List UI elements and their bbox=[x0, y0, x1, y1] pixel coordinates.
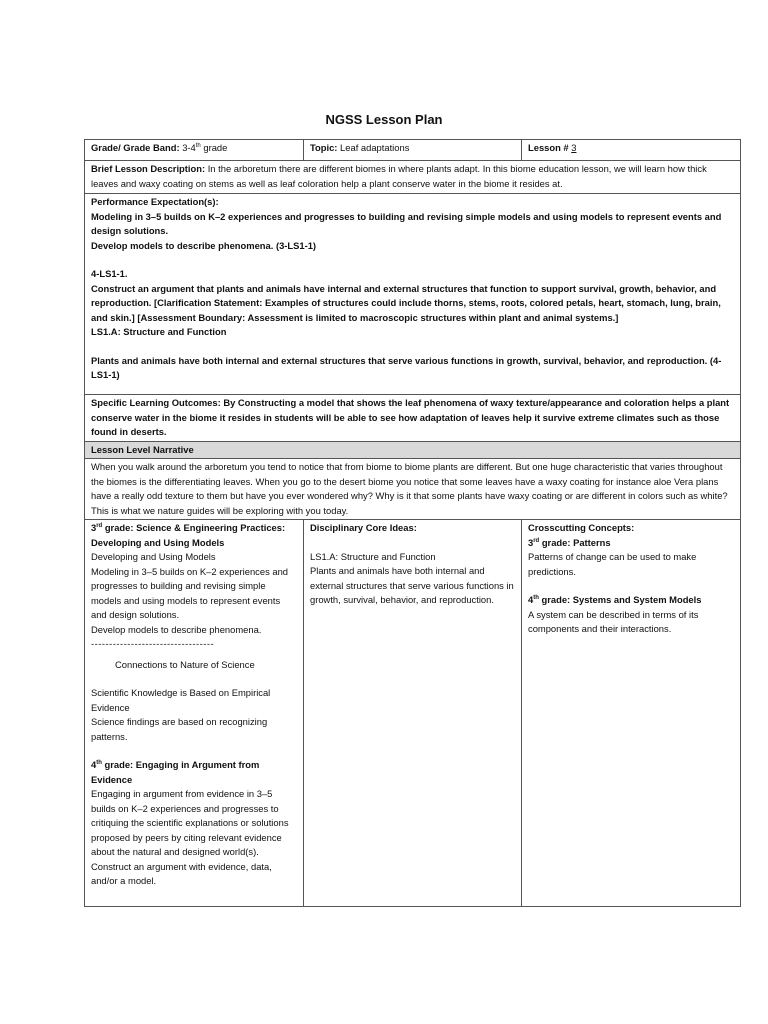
practices-cell bbox=[85, 520, 304, 907]
brief-text: In the arboretum there are different biomes in where plants adapt. In this biome education lesson, we will learn how thick leaves and waxy coating on stems as well as leaf coloration help a plant conserve water in the biome it resides at. bbox=[91, 163, 707, 189]
practices-l7: Construct an argument with evidence, data, and/or a model. bbox=[91, 860, 272, 886]
crosscutting-g3-heading: 3rd grade: Patterns bbox=[528, 536, 611, 548]
outcomes-cell bbox=[85, 395, 741, 442]
brief-label: Brief Lesson Description bbox=[91, 163, 202, 174]
brief-cell: Brief Lesson Description: In the arboretum there are different biomes in where plants adapt. In this biome education lesson, we will learn how thick leaves and waxy coating on stems as well as leaf coloration help a plant conserve water in the biome it resides at. bbox=[85, 161, 741, 194]
crosscutting-heading: Crosscutting Concepts: bbox=[528, 522, 635, 533]
header-row bbox=[85, 140, 741, 161]
lesson-plan-table bbox=[84, 139, 741, 907]
crosscutting-cell bbox=[522, 520, 741, 907]
topic-label: Topic: bbox=[310, 142, 338, 153]
topic-value: Leaf adaptations bbox=[340, 142, 410, 153]
performance-p2: Develop models to describe phenomena. (3-LS1-1) bbox=[91, 239, 317, 251]
performance-row bbox=[85, 194, 741, 395]
lesson-label: Lesson # bbox=[528, 142, 569, 153]
narrative-label-cell bbox=[85, 441, 741, 459]
practices-l5: Science findings are based on recognizing patterns. bbox=[91, 716, 268, 742]
grade-label: Grade/ Grade Band: bbox=[91, 142, 180, 153]
crosscutting-g3-text: Patterns of change can be used to make predictions. bbox=[528, 551, 697, 577]
practices-heading4: 4th grade: Engaging in Argument from Evidence bbox=[91, 759, 260, 785]
core-l2: Plants and animals have both internal and external structures that serve various functions in growth, survival, behavior, and reproduction. bbox=[310, 565, 514, 605]
grade-suffix: grade bbox=[203, 142, 228, 153]
narrative-label: Lesson Level Narrative bbox=[91, 443, 194, 455]
connections-label: Connections to Nature of Science bbox=[115, 658, 255, 670]
performance-cell bbox=[85, 194, 741, 395]
core-l1: LS1.A: Structure and Function bbox=[310, 550, 436, 562]
page-title: NGSS Lesson Plan bbox=[325, 112, 443, 127]
outcomes-row bbox=[85, 395, 741, 442]
practices-heading: 3rd grade: Science & Engineering Practices: bbox=[91, 522, 286, 533]
practices-l1: Developing and Using Models bbox=[91, 551, 216, 562]
practices-l2: Modeling in 3–5 builds on K–2 experiences and progresses to building and revising simple models and using models to represent events and design solutions. bbox=[91, 565, 289, 620]
core-cell bbox=[304, 520, 522, 907]
practices-l4: Scientific Knowledge is Based on Empirical Evidence bbox=[91, 687, 271, 713]
lesson-value: 3 bbox=[571, 142, 577, 153]
brief-row bbox=[85, 161, 741, 194]
outcomes-text: Specific Learning Outcomes: By Constructing a model that shows the leaf phenomena of waxy texture/appearance and coloration helps a plant conserve water in the biome it resides in students will be able to see how adaptation of leaves help it survive extreme climates such as those found in deserts. bbox=[91, 397, 730, 437]
performance-label: Performance Expectation(s): bbox=[91, 196, 219, 207]
performance-p3: Construct an argument that plants and animals have internal and external structures that function to support survival, growth, behavior, and reproduction. [Clarification Statement: Examples of structures could include thorns, stems, roots, colored petals, heart, stomach, lung, brain, and skin.] [Assessment Boundary: Assessment is limited to macroscopic structures within plant and animal systems.] bbox=[91, 282, 721, 323]
narrative-row bbox=[85, 459, 741, 520]
performance-p5: Plants and animals have both internal and external structures that serve various functions in growth, survival, behavior, and reproduction. (4-LS1-1) bbox=[91, 354, 722, 380]
grade-cell bbox=[85, 140, 304, 161]
standards-row bbox=[85, 520, 741, 907]
practices-divider: ---------------------------------- bbox=[91, 638, 215, 649]
narrative-text: When you walk around the arboretum you tend to notice that from biome to biome plants are different. But one huge characteristic that varies throughout the biomes is the differentiating leaves. When you go to the desert biome you notice that some leaves have a waxy coating for instance aloe Vera plans have a really odd texture to them but have you ever wondered why? Why is it that some plants have waxy coating or are different in colors such as white? This is what we nature guides will be exploring with you today. bbox=[91, 461, 728, 516]
practices-subheading: Developing and Using Models bbox=[91, 536, 225, 548]
grade-value: 3-4 bbox=[182, 142, 196, 153]
grade-sup: th bbox=[195, 142, 201, 149]
practices-l6: Engaging in argument from evidence in 3–5 builds on K–2 experiences and progresses to critiquing the scientific explanations or solutions proposed by peers by citing relevant evidence about the natural and designed world(s). bbox=[91, 788, 289, 857]
narrative-label-row bbox=[85, 441, 741, 459]
topic-cell bbox=[304, 140, 522, 161]
performance-p4: LS1.A: Structure and Function bbox=[91, 326, 227, 337]
crosscutting-g4-heading: 4th grade: Systems and System Models bbox=[528, 594, 702, 605]
core-heading: Disciplinary Core Ideas: bbox=[310, 522, 417, 533]
lesson-cell bbox=[522, 140, 741, 161]
practices-l3: Develop models to describe phenomena. bbox=[91, 623, 262, 635]
crosscutting-g4-text: A system can be described in terms of its components and their interactions. bbox=[528, 608, 699, 634]
performance-p1: Modeling in 3–5 builds on K–2 experiences and progresses to building and revising simple models and using models to represent events and design solutions. bbox=[91, 210, 722, 236]
narrative-cell bbox=[85, 459, 741, 520]
performance-code: 4-LS1-1. bbox=[91, 268, 128, 279]
